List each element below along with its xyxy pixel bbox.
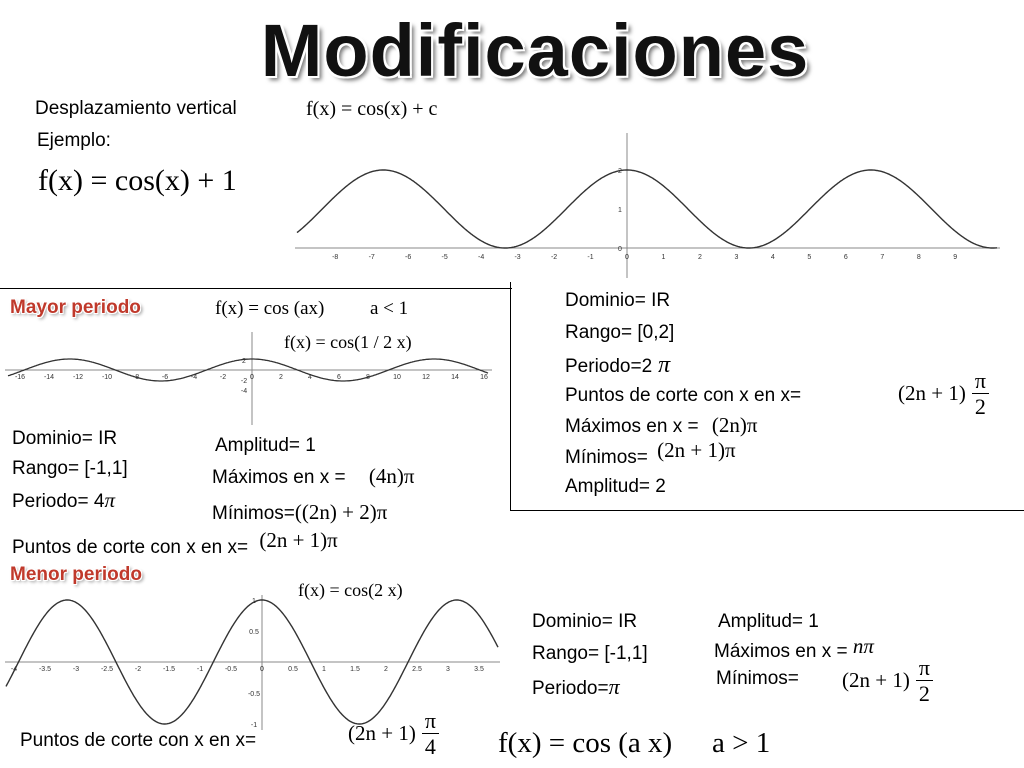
top-minima-expr: (2n + 1)π [657,438,736,462]
mayor-maxima-expr: (4n)π [368,464,415,488]
x-tick-label: 6 [337,374,341,381]
x-tick-label: -4 [10,666,18,673]
mayor-minima-label: Mínimos= [212,503,295,524]
y-tick-label: 1 [252,598,256,605]
menor-minima-label: Mínimos= [716,668,799,689]
top-minima [565,438,736,469]
x-tick-label: -3 [72,666,80,673]
x-tick-label: 2.5 [412,666,422,673]
menor-amplitude: Amplitud= 1 [718,611,819,632]
x-tick-label: 14 [451,374,459,381]
mayor-minima [212,500,387,525]
x-tick-label: -7 [368,254,375,261]
graph-cos-x-plus-1 [285,128,1005,278]
x-tick-label: -8 [132,374,140,381]
frac-numerator: π [422,708,439,734]
x-tick-label: 12 [422,374,430,381]
y-tick-label: -4 [240,388,248,395]
x-tick-label: -6 [161,374,169,381]
y-tick-label: 0 [618,246,622,253]
top-period-text: Periodo=2 [565,356,653,377]
menor-minima-expr [842,655,933,707]
frac-numerator: π [916,655,933,681]
x-tick-label: 1 [661,254,666,261]
x-tick-label: 6 [843,254,848,261]
menor-formula: f(x) = cos (a x) [498,727,673,759]
x-tick-label: 2 [384,666,388,673]
top-range: Rango= [0,2] [565,322,675,343]
y-tick-label: -0.5 [247,691,261,698]
x-tick-label: 9 [953,254,958,261]
x-tick-label: -4 [477,254,485,261]
frac-denominator: 2 [974,394,986,420]
x-tick-label: -3.5 [38,666,52,673]
y-tick-label: 2 [618,168,622,175]
mayor-amplitude: Amplitud= 1 [215,435,316,456]
x-tick-label: 7 [880,254,885,261]
menor-period-text: Periodo= [532,678,609,699]
pi-symbol: π [104,488,115,512]
mayor-zeros [12,528,338,559]
x-tick-label: -16 [14,374,26,381]
x-tick-label: -2 [219,374,227,381]
x-tick-label: 4 [770,254,775,261]
example-formula: f(x) = cos(x) + 1 [38,164,237,197]
top-maxima [565,413,757,438]
menor-zeros-label: Puntos de corte con x en x= [20,730,257,751]
top-zeros-factor: (2n + 1) [898,381,966,406]
x-tick-label: -12 [72,374,84,381]
vertical-shift-label: Desplazamiento vertical [35,98,237,119]
x-tick-label: 10 [393,374,401,381]
x-tick-label: 2 [697,254,702,261]
menor-period [532,674,620,700]
mayor-zeros-expr: (2n + 1)π [259,528,338,552]
x-tick-label: -5 [441,254,448,261]
mayor-example-formula: f(x) = cos(1 / 2 x) [284,332,412,352]
menor-zeros-expr [348,708,439,760]
top-maxima-expr: (2n)π [711,413,758,437]
x-tick-label: 0 [250,374,254,381]
mayor-zeros-label: Puntos de corte con x en x= [12,537,249,558]
top-maxima-label: Máximos en x = [565,416,699,437]
x-tick-label: 1.5 [350,666,360,673]
y-tick-label: 0.5 [249,629,259,636]
x-tick-label: -4 [190,374,198,381]
mayor-periodo-heading: Mayor periodo [10,297,141,318]
mayor-maxima [212,464,414,489]
mayor-condition: a < 1 [370,298,409,319]
graph-cos-half-x [0,330,495,425]
x-tick-label: 0 [260,666,264,673]
menor-condition: a > 1 [712,727,771,759]
vertical-shift-formula: f(x) = cos(x) + c [306,98,438,120]
x-tick-label: 3 [446,666,450,673]
example-label: Ejemplo: [37,130,111,151]
top-period [565,352,670,379]
frac-numerator: π [972,368,989,394]
frac-denominator: 2 [918,681,930,707]
x-tick-label: -1 [587,254,594,261]
cosine-curve [297,170,997,248]
menor-range: Rango= [-1,1] [532,643,648,664]
x-tick-label: -0.5 [224,666,238,673]
top-zeros-label: Puntos de corte con x en x= [565,385,802,406]
menor-minima-factor: (2n + 1) [842,668,910,693]
mayor-maxima-label: Máximos en x = [212,467,346,488]
x-tick-label: -2.5 [100,666,114,673]
y-tick-label: -1 [250,722,258,729]
pi-symbol: π [658,352,671,378]
x-tick-label: 8 [916,254,921,261]
x-tick-label: 5 [807,254,812,261]
divider-line [0,288,512,289]
x-tick-label: -10 [101,374,113,381]
x-tick-label: 2 [279,374,283,381]
mayor-domain: Dominio= IR [12,428,118,449]
x-tick-label: -1.5 [162,666,176,673]
x-tick-label: -2 [134,666,142,673]
y-tick-label: 2 [242,358,246,365]
x-tick-label: -6 [405,254,412,261]
mayor-range: Rango= [-1,1] [12,458,128,479]
page-title: Modificaciones [260,9,810,92]
mayor-period-text: Periodo= 4 [12,491,105,512]
x-tick-label: 3.5 [474,666,484,673]
top-zeros [565,385,801,407]
x-tick-label: -1 [196,666,204,673]
mayor-minima-expr: ((2n) + 2)π [294,500,388,524]
x-tick-label: -2 [550,254,558,261]
frac-denominator: 4 [424,734,436,760]
menor-maxima-label: Máximos en x = [714,641,848,662]
x-tick-label: 8 [366,374,370,381]
x-tick-label: -14 [43,374,55,381]
x-tick-label: 16 [480,374,488,381]
mayor-period [12,488,115,513]
menor-periodo-heading: Menor periodo [10,564,142,585]
y-tick-label: 1 [618,207,622,214]
top-domain: Dominio= IR [565,290,671,311]
y-tick-label: -2 [240,378,248,385]
x-tick-label: 1 [322,666,326,673]
menor-zeros-factor: (2n + 1) [348,721,416,746]
x-tick-label: 4 [308,374,312,381]
pi-symbol: π [608,674,620,699]
top-amplitude: Amplitud= 2 [565,476,666,497]
menor-domain: Dominio= IR [532,611,638,632]
x-tick-label: 0.5 [288,666,298,673]
x-tick-label: 3 [734,254,739,261]
mayor-formula: f(x) = cos (ax) [215,298,325,319]
menor-example-formula: f(x) = cos(2 x) [298,580,403,600]
menor-maxima-expr: nπ [852,634,874,658]
top-minima-label: Mínimos= [565,447,648,468]
top-zeros-expr [898,368,989,420]
x-tick-label: 0 [625,254,629,261]
x-tick-label: -8 [332,254,339,261]
x-tick-label: -3 [514,254,521,261]
